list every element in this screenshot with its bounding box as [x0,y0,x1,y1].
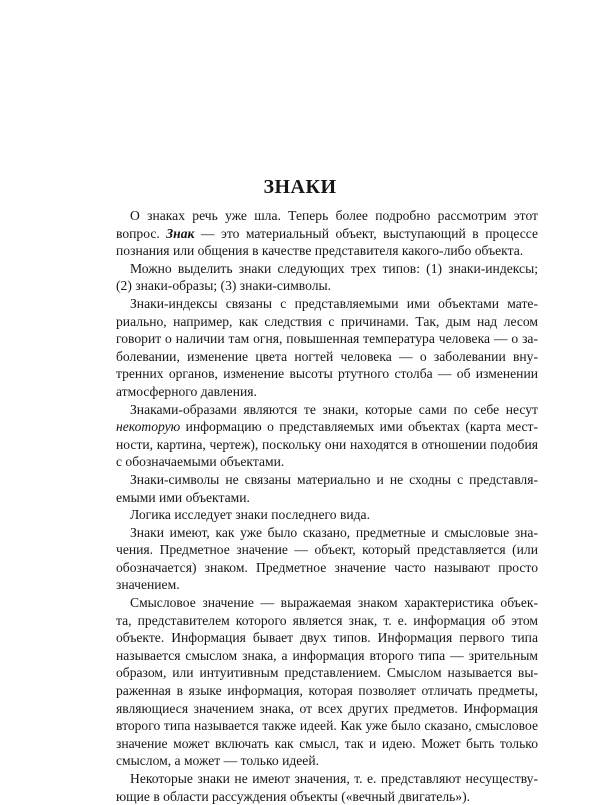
paragraph [116,506,538,524]
paragraph [116,401,538,471]
text-line: (2) знаки-образы; (3) знаки-символы. [116,278,332,294]
text-line: О знаках речь уже шла. Теперь более подробно рассмотрим этот [130,208,538,223]
text-line: Знаки-символы не связаны материально и не сходны с представля- [130,471,538,487]
text-line: являющиеся значением знака, от всех других предметов. Информация [116,700,538,716]
document-body [116,207,538,805]
text-line: емыми ими объектами. [116,489,250,505]
text-line: чения. Предметное значение — объект, который представляется (или [116,542,538,558]
paragraph [116,295,538,401]
text-line: Знаки-индексы связаны с представляемыми ими объектами мате- [130,295,538,311]
text-line: ности, картина, чертеж), поскольку они находятся в отношении подобия [116,436,538,452]
text-line: Некоторые знаки не имеют значения, т. е. представляют несуществу- [130,771,538,786]
text-line: познания или общения в качестве представителя какого-либо объекта. [116,243,524,259]
paragraph [116,207,538,260]
text-line: вопрос. Знак — это материальный объект, выступающий в процессе [116,225,538,241]
text-line: с обозначаемыми объектами. [116,454,285,470]
text-line: объекте. Информация бывает двух типов. Информация первого типа [116,630,538,646]
paragraph [116,471,538,506]
text-line: образом, или интуитивным представлением. Смыслом называется вы- [116,665,538,681]
text-line: Знаками-образами являются те знаки, которые сами по себе несут [130,401,538,417]
page-title: ЗНАКИ [263,176,337,198]
text-line: говорит о наличии там огня, повышенная температура человека — о за- [116,331,538,347]
paragraph [116,594,538,770]
italic-word: некоторую [116,419,181,435]
paragraph [116,770,538,805]
text-line: риально, например, как следствия с причинами. Так, дым над лесом [116,313,538,329]
text-line: Смысловое значение — выражаемая знаком характеристика объек- [130,595,538,611]
text-line: значение может включать как смысл, так и идею. Может быть только [116,735,538,751]
text-line: Знаки имеют, как уже было сказано, предметные и смысловые зна- [130,524,538,540]
paragraph [116,260,538,295]
paragraph [116,524,538,594]
text-line: второго типа называется также идеей. Как уже было сказано, смысловое [116,718,538,734]
text-line: болевании, изменение цвета ногтей человека — о заболевании вну- [116,348,538,364]
text-line: та, представителем которого является знак, т. е. информация об этом [116,612,538,628]
text-line: Логика исследует знаки последнего вида. [130,507,370,523]
text-line: ющие в области рассуждения объекты («вечный двигатель»). [116,788,471,804]
text-line: раженная в языке информация, которая позволяет отличать предметы, [116,683,538,699]
text-line: некоторую информацию о представляемых ими объектах (карта мест- [116,419,538,435]
text-line: называется смыслом знака, а информация второго типа — зрительным [116,647,538,663]
text-line: значением. [116,577,180,593]
text-line: обозначается) знаком. Предметное значение часто называют просто [116,559,538,575]
text-line: смыслом, а может — только идеей. [116,753,319,769]
text-line: тренних органов, изменение высоты ртутного столба — об изменении [116,366,538,382]
text-line: Можно выделить знаки следующих трех типов: (1) знаки-индексы; [130,260,538,276]
emphasis-term: Знак [166,225,195,241]
text-line: атмосферного давления. [116,383,257,399]
